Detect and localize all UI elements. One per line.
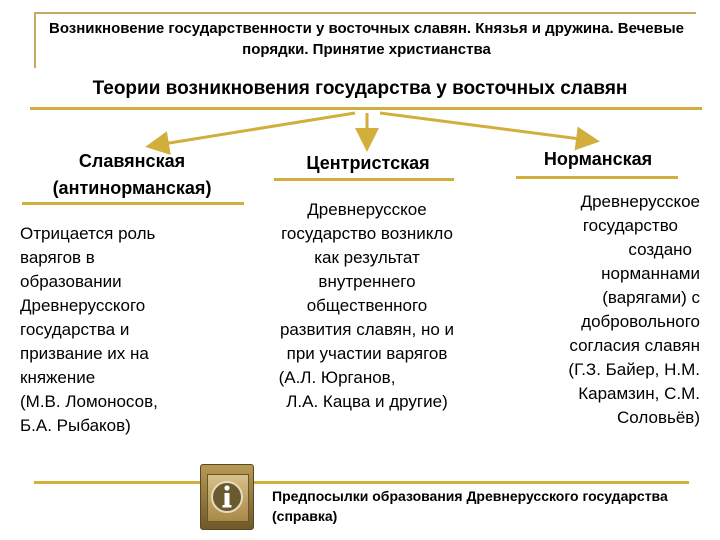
text-line: Древнерусское [307,200,427,219]
text-line: варягов в [20,248,95,267]
text-line: норманнами [601,264,700,283]
text-line: образовании [20,272,122,291]
text-line: государство возникло [281,224,453,243]
text-line: Отрицается роль [20,224,156,243]
text-line: Б.А. Рыбаков) [20,416,131,435]
info-button[interactable] [200,464,254,530]
text-line: (А.Л. Юрганов, [278,368,396,387]
text-line: создано [628,240,692,259]
centrist-theory-underline [274,178,454,181]
slavic-theory-title-line1: Славянская [78,151,186,171]
text-line: Л.А. Кацва и другие) [286,392,448,411]
text-line: государства и [20,320,130,339]
text-line: призвание их на [20,344,149,363]
text-line: согласия славян [569,336,700,355]
norman-theory-title: Норманская [543,149,653,169]
centrist-theory-title: Центристская [306,153,430,173]
text-line: Древнерусское [580,192,700,211]
text-line: добровольного [581,312,700,331]
text-line: Карамзин, С.М. [578,384,700,403]
info-icon [208,473,246,521]
slavic-theory-title-line2: (антинорманская) [52,178,212,198]
arrow-right [380,113,588,140]
slavic-theory-underline [22,202,244,205]
text-line: государство [582,216,678,235]
text-line: княжение [20,368,96,387]
text-line: общественного [306,296,428,315]
arrow-left [157,113,355,145]
text-line: (Г.З. Байер, Н.М. [568,360,700,379]
text-line: при участии варягов [286,344,448,363]
footer-divider [34,481,689,484]
slavic-theory-title [22,148,242,202]
slide-header-title: Возникновение государственности у восточных славян. Князья и дружина. Вечевые порядки. Принятие христианства [48,20,685,58]
text-line: развития славян, но и [279,320,455,339]
background-reference-link[interactable]: Предпосылки образования Древнерусского государства (справка) [272,488,668,524]
text-line: как результат [314,248,420,267]
slavic-theory-text [20,222,242,438]
text-line: внутреннего [318,272,416,291]
norman-theory-text [478,190,700,430]
text-line: (варягами) с [602,288,700,307]
text-line: Соловьёв) [617,408,700,427]
norman-theory-underline [516,176,678,179]
main-title: Теории возникновения государства у восточных славян [92,78,628,99]
text-line: (М.В. Ломоносов, [20,392,158,411]
centrist-theory-text [238,198,496,414]
text-line: Древнерусского [20,296,146,315]
